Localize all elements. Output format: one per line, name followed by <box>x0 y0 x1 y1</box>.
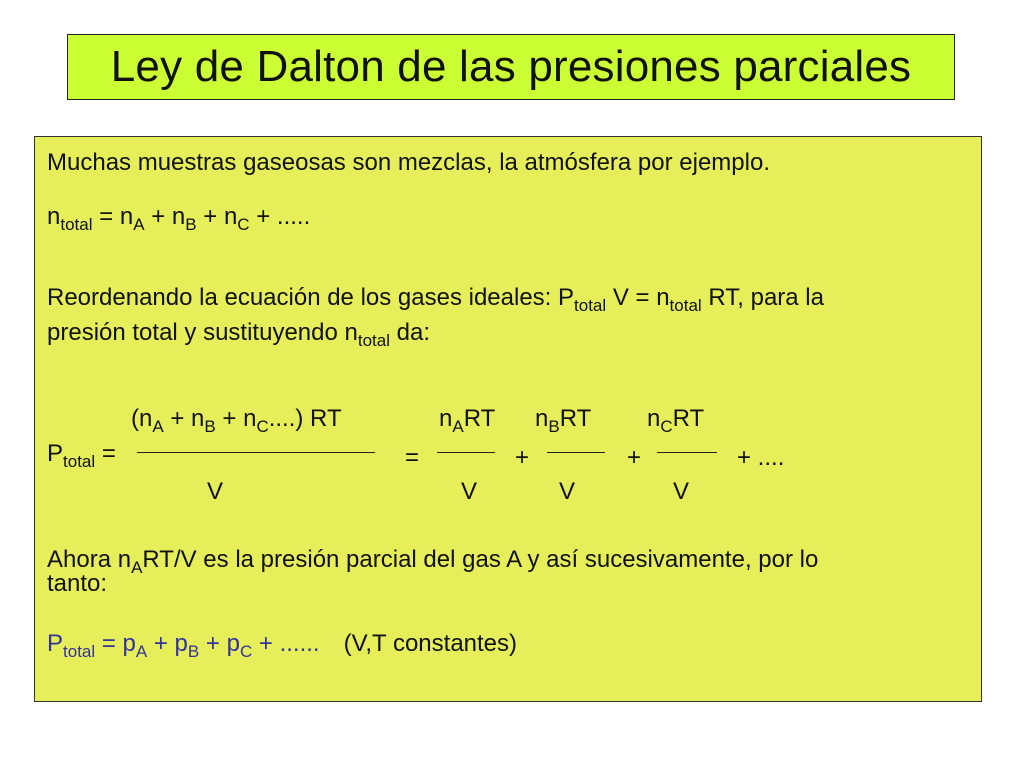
ideal-gas-paragraph-line2: presión total y sustituyendo $n_{total}$ da: <box>47 319 431 350</box>
numerator-sum: $(n_A + n_B + n_C....)$ RT <box>131 405 342 436</box>
fraction-bar-3 <box>547 452 605 453</box>
fraction-bar-1 <box>137 452 375 453</box>
content-box <box>34 136 982 702</box>
ideal-gas-paragraph-line1: Reordenando la ecuación de los gases ideales: $P_{total}$ $V = n_{total}$ RT, para la <box>47 284 824 315</box>
numerator-a: $n_ART$ <box>439 405 496 436</box>
fraction-bar-4 <box>657 452 717 453</box>
numerator-b: $n_BRT$ <box>535 405 592 436</box>
denominator-4: V <box>673 478 690 505</box>
ntotal-equation: $n_{total} = n_A + n_B + n_C$ + ..... <box>47 203 311 234</box>
plus-ellipsis: + .... <box>737 444 785 471</box>
partial-pressure-paragraph-line1: Ahora $n_ART/V$ es la presión parcial del gas A y así sucesivamente, por lo <box>47 546 819 577</box>
ptotal-lhs: $P_{total}$ = <box>47 440 116 471</box>
constants-note: (V,T constantes) <box>343 630 518 657</box>
intro-line: Muchas muestras gaseosas son mezclas, la atmósfera por ejemplo. <box>47 149 770 176</box>
dalton-law-final: $P_{total} = p_A + p_B + p_C$ + ...... (V,T constantes) <box>47 630 518 661</box>
denominator-2: V <box>461 478 478 505</box>
numerator-c: $n_CRT$ <box>647 405 705 436</box>
equals-sign: = <box>405 444 420 471</box>
partial-pressure-paragraph-line2: tanto: <box>47 570 108 597</box>
denominator-3: V <box>559 478 576 505</box>
slide-title: Ley de Dalton de las presiones parciales <box>110 42 912 91</box>
denominator-1: V <box>207 478 224 505</box>
slide-title-box <box>67 34 955 100</box>
plus-sign-2: + <box>627 444 642 471</box>
plus-sign-1: + <box>515 444 530 471</box>
fraction-bar-2 <box>437 452 495 453</box>
